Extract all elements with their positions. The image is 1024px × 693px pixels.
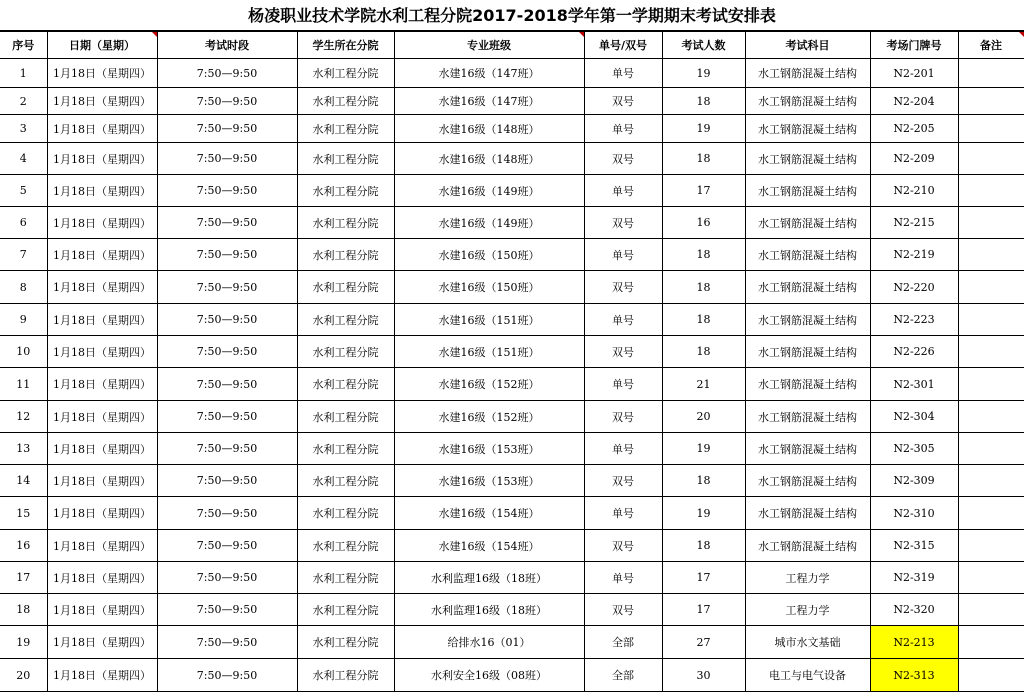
cell-subject[interactable]: 工程力学 [745,562,870,594]
cell-subject[interactable]: 水工钢筋混凝土结构 [745,115,870,143]
table-row [0,59,1024,88]
cell-college[interactable]: 水利工程分院 [297,175,394,207]
col-header-room[interactable]: 考场门牌号 [870,32,958,59]
cell-college[interactable]: 水利工程分院 [297,433,394,465]
table-body [0,59,1024,692]
cell-room[interactable]: N2-219 [870,239,958,271]
cell-room[interactable]: N2-204 [870,88,958,115]
cell-no[interactable]: 15 [0,497,47,530]
cell-room[interactable]: N2-304 [870,401,958,433]
cell-class[interactable]: 给排水16（01） [394,626,584,659]
cell-class[interactable]: 水建16级（150班） [394,271,584,304]
cell-subject[interactable]: 水工钢筋混凝土结构 [745,59,870,88]
cell-college[interactable]: 水利工程分院 [297,659,394,692]
col-header-time[interactable]: 考试时段 [157,32,297,59]
cell-room[interactable]: N2-310 [870,497,958,530]
cell-subject[interactable]: 水工钢筋混凝土结构 [745,175,870,207]
cell-note[interactable] [958,530,1024,562]
cell-note[interactable] [958,271,1024,304]
cell-parity[interactable]: 单号 [584,239,662,271]
cell-count[interactable]: 30 [662,659,745,692]
cell-class[interactable]: 水建16级（154班） [394,530,584,562]
cell-count[interactable]: 18 [662,530,745,562]
cell-parity[interactable]: 单号 [584,115,662,143]
sheet-title: 杨凌职业技术学院水利工程分院2017-2018学年第一学期期末考试安排表 [0,0,1024,31]
cell-college[interactable]: 水利工程分院 [297,401,394,433]
cell-date[interactable]: 1月18日（星期四） [47,239,157,271]
cell-room[interactable]: N2-209 [870,143,958,175]
cell-time[interactable]: 7:50—9:50 [157,115,297,143]
cell-note[interactable] [958,497,1024,530]
cell-count[interactable]: 17 [662,562,745,594]
cell-parity[interactable]: 单号 [584,368,662,401]
cell-college[interactable]: 水利工程分院 [297,59,394,88]
cell-room[interactable]: N2-301 [870,368,958,401]
cell-class[interactable]: 水建16级（151班） [394,336,584,368]
cell-count[interactable]: 16 [662,207,745,239]
cell-date[interactable]: 1月18日（星期四） [47,59,157,88]
cell-subject[interactable]: 水工钢筋混凝土结构 [745,271,870,304]
cell-note[interactable] [958,562,1024,594]
cell-note[interactable] [958,207,1024,239]
cell-college[interactable]: 水利工程分院 [297,207,394,239]
cell-class[interactable]: 水建16级（152班） [394,401,584,433]
exam-schedule-table [0,31,1024,692]
table-row [0,626,1024,659]
cell-parity[interactable]: 单号 [584,304,662,336]
cell-subject[interactable]: 水工钢筋混凝土结构 [745,239,870,271]
cell-subject[interactable]: 城市水文基础 [745,626,870,659]
cell-date[interactable]: 1月18日（星期四） [47,433,157,465]
cell-date[interactable]: 1月18日（星期四） [47,562,157,594]
table-row [0,175,1024,207]
cell-class[interactable]: 水建16级（150班） [394,239,584,271]
cell-time[interactable]: 7:50—9:50 [157,88,297,115]
table-row [0,659,1024,692]
cell-parity[interactable]: 双号 [584,336,662,368]
cell-count[interactable]: 18 [662,336,745,368]
cell-parity[interactable]: 全部 [584,626,662,659]
cell-no[interactable]: 9 [0,304,47,336]
cell-count[interactable]: 19 [662,497,745,530]
cell-date[interactable]: 1月18日（星期四） [47,497,157,530]
cell-no[interactable]: 14 [0,465,47,497]
cell-no[interactable]: 5 [0,175,47,207]
cell-no[interactable]: 6 [0,207,47,239]
cell-college[interactable]: 水利工程分院 [297,88,394,115]
cell-count[interactable]: 17 [662,594,745,626]
cell-note[interactable] [958,88,1024,115]
header-row [0,32,1024,59]
cell-count[interactable]: 20 [662,401,745,433]
cell-parity[interactable]: 双号 [584,207,662,239]
cell-time[interactable]: 7:50—9:50 [157,659,297,692]
cell-no[interactable]: 13 [0,433,47,465]
cell-room[interactable]: N2-313 [870,659,958,692]
cell-class[interactable]: 水建16级（153班） [394,465,584,497]
cell-time[interactable]: 7:50—9:50 [157,530,297,562]
cell-date[interactable]: 1月18日（星期四） [47,626,157,659]
cell-note[interactable] [958,465,1024,497]
cell-note[interactable] [958,304,1024,336]
cell-subject[interactable]: 水工钢筋混凝土结构 [745,207,870,239]
cell-room[interactable]: N2-220 [870,271,958,304]
table-row [0,433,1024,465]
cell-room[interactable]: N2-223 [870,304,958,336]
cell-college[interactable]: 水利工程分院 [297,562,394,594]
cell-note[interactable] [958,433,1024,465]
cell-room[interactable]: N2-213 [870,626,958,659]
cell-date[interactable]: 1月18日（星期四） [47,175,157,207]
cell-subject[interactable]: 水工钢筋混凝土结构 [745,143,870,175]
cell-no[interactable]: 3 [0,115,47,143]
cell-subject[interactable]: 水工钢筋混凝土结构 [745,401,870,433]
cell-subject[interactable]: 工程力学 [745,594,870,626]
cell-no[interactable]: 7 [0,239,47,271]
cell-subject[interactable]: 水工钢筋混凝土结构 [745,465,870,497]
cell-parity[interactable]: 双号 [584,465,662,497]
cell-college[interactable]: 水利工程分院 [297,271,394,304]
cell-class[interactable]: 水建16级（149班） [394,207,584,239]
cell-no[interactable]: 20 [0,659,47,692]
cell-class[interactable]: 水建16级（153班） [394,433,584,465]
cell-room[interactable]: N2-320 [870,594,958,626]
col-header-class[interactable]: 专业班级 [394,32,584,59]
cell-count[interactable]: 18 [662,304,745,336]
table-row [0,304,1024,336]
cell-date[interactable]: 1月18日（星期四） [47,115,157,143]
cell-parity[interactable]: 全部 [584,659,662,692]
cell-time[interactable]: 7:50—9:50 [157,336,297,368]
table-row [0,530,1024,562]
cell-room[interactable]: N2-319 [870,562,958,594]
cell-room[interactable]: N2-309 [870,465,958,497]
cell-class[interactable]: 水利监理16级（18班） [394,594,584,626]
cell-class[interactable]: 水建16级（148班） [394,143,584,175]
cell-note[interactable] [958,626,1024,659]
cell-no[interactable]: 8 [0,271,47,304]
cell-college[interactable]: 水利工程分院 [297,465,394,497]
cell-date[interactable]: 1月18日（星期四） [47,304,157,336]
cell-college[interactable]: 水利工程分院 [297,497,394,530]
cell-note[interactable] [958,401,1024,433]
cell-date[interactable]: 1月18日（星期四） [47,465,157,497]
cell-class[interactable]: 水建16级（152班） [394,368,584,401]
cell-class[interactable]: 水建16级（154班） [394,497,584,530]
cell-count[interactable]: 18 [662,143,745,175]
table-row [0,497,1024,530]
cell-note[interactable] [958,336,1024,368]
cell-note[interactable] [958,659,1024,692]
cell-date[interactable]: 1月18日（星期四） [47,530,157,562]
cell-count[interactable]: 17 [662,175,745,207]
table-row [0,143,1024,175]
table-row [0,336,1024,368]
cell-note[interactable] [958,368,1024,401]
col-header-note[interactable]: 备注 [958,32,1024,59]
cell-no[interactable]: 17 [0,562,47,594]
cell-no[interactable]: 2 [0,88,47,115]
cell-parity[interactable]: 单号 [584,175,662,207]
cell-time[interactable]: 7:50—9:50 [157,59,297,88]
cell-date[interactable]: 1月18日（星期四） [47,594,157,626]
cell-no[interactable]: 12 [0,401,47,433]
cell-class[interactable]: 水建16级（148班） [394,115,584,143]
table-row [0,239,1024,271]
cell-count[interactable]: 18 [662,88,745,115]
cell-college[interactable]: 水利工程分院 [297,594,394,626]
cell-time[interactable]: 7:50—9:50 [157,239,297,271]
cell-subject[interactable]: 水工钢筋混凝土结构 [745,368,870,401]
cell-time[interactable]: 7:50—9:50 [157,143,297,175]
cell-room[interactable]: N2-305 [870,433,958,465]
cell-time[interactable]: 7:50—9:50 [157,401,297,433]
cell-subject[interactable]: 水工钢筋混凝土结构 [745,304,870,336]
cell-college[interactable]: 水利工程分院 [297,368,394,401]
cell-parity[interactable]: 单号 [584,497,662,530]
col-header-count[interactable]: 考试人数 [662,32,745,59]
cell-subject[interactable]: 水工钢筋混凝土结构 [745,497,870,530]
cell-no[interactable]: 19 [0,626,47,659]
cell-parity[interactable]: 双号 [584,530,662,562]
cell-time[interactable]: 7:50—9:50 [157,465,297,497]
cell-time[interactable]: 7:50—9:50 [157,368,297,401]
cell-time[interactable]: 7:50—9:50 [157,304,297,336]
cell-room[interactable]: N2-315 [870,530,958,562]
cell-date[interactable]: 1月18日（星期四） [47,88,157,115]
cell-count[interactable]: 18 [662,465,745,497]
cell-date[interactable]: 1月18日（星期四） [47,271,157,304]
cell-no[interactable]: 11 [0,368,47,401]
table-row [0,368,1024,401]
cell-no[interactable]: 16 [0,530,47,562]
cell-class[interactable]: 水建16级（147班） [394,59,584,88]
cell-class[interactable]: 水建16级（147班） [394,88,584,115]
cell-date[interactable]: 1月18日（星期四） [47,336,157,368]
cell-room[interactable]: N2-201 [870,59,958,88]
cell-time[interactable]: 7:50—9:50 [157,175,297,207]
table-row [0,88,1024,115]
cell-count[interactable]: 21 [662,368,745,401]
cell-count[interactable]: 19 [662,115,745,143]
cell-class[interactable]: 水利监理16级（18班） [394,562,584,594]
cell-parity[interactable]: 单号 [584,562,662,594]
cell-time[interactable]: 7:50—9:50 [157,626,297,659]
cell-college[interactable]: 水利工程分院 [297,143,394,175]
cell-no[interactable]: 4 [0,143,47,175]
cell-time[interactable]: 7:50—9:50 [157,433,297,465]
cell-note[interactable] [958,115,1024,143]
cell-college[interactable]: 水利工程分院 [297,115,394,143]
cell-parity[interactable]: 双号 [584,143,662,175]
cell-date[interactable]: 1月18日（星期四） [47,368,157,401]
cell-note[interactable] [958,143,1024,175]
cell-time[interactable]: 7:50—9:50 [157,562,297,594]
cell-time[interactable]: 7:50—9:50 [157,594,297,626]
table-row [0,271,1024,304]
cell-date[interactable]: 1月18日（星期四） [47,143,157,175]
cell-college[interactable]: 水利工程分院 [297,530,394,562]
cell-time[interactable]: 7:50—9:50 [157,207,297,239]
cell-room[interactable]: N2-226 [870,336,958,368]
cell-date[interactable]: 1月18日（星期四） [47,401,157,433]
cell-class[interactable]: 水利安全16级（08班） [394,659,584,692]
cell-college[interactable]: 水利工程分院 [297,626,394,659]
cell-time[interactable]: 7:50—9:50 [157,497,297,530]
cell-room[interactable]: N2-210 [870,175,958,207]
col-header-no[interactable]: 序号 [0,32,47,59]
cell-count[interactable]: 18 [662,271,745,304]
cell-no[interactable]: 1 [0,59,47,88]
col-header-college[interactable]: 学生所在分院 [297,32,394,59]
cell-college[interactable]: 水利工程分院 [297,239,394,271]
table-row [0,115,1024,143]
cell-no[interactable]: 18 [0,594,47,626]
cell-note[interactable] [958,175,1024,207]
cell-subject[interactable]: 电工与电气设备 [745,659,870,692]
col-header-date[interactable]: 日期（星期） [47,32,157,59]
cell-parity[interactable]: 双号 [584,594,662,626]
cell-note[interactable] [958,59,1024,88]
table-row [0,401,1024,433]
cell-college[interactable]: 水利工程分院 [297,304,394,336]
cell-count[interactable]: 27 [662,626,745,659]
cell-parity[interactable]: 双号 [584,271,662,304]
cell-room[interactable]: N2-205 [870,115,958,143]
cell-parity[interactable]: 单号 [584,433,662,465]
col-header-subject[interactable]: 考试科目 [745,32,870,59]
table-row [0,465,1024,497]
cell-parity[interactable]: 单号 [584,59,662,88]
cell-count[interactable]: 19 [662,59,745,88]
cell-date[interactable]: 1月18日（星期四） [47,207,157,239]
cell-parity[interactable]: 双号 [584,401,662,433]
cell-class[interactable]: 水建16级（151班） [394,304,584,336]
table-row [0,207,1024,239]
cell-count[interactable]: 18 [662,239,745,271]
cell-room[interactable]: N2-215 [870,207,958,239]
cell-college[interactable]: 水利工程分院 [297,336,394,368]
cell-class[interactable]: 水建16级（149班） [394,175,584,207]
cell-parity[interactable]: 双号 [584,88,662,115]
cell-subject[interactable]: 水工钢筋混凝土结构 [745,433,870,465]
cell-note[interactable] [958,594,1024,626]
cell-time[interactable]: 7:50—9:50 [157,271,297,304]
table-row [0,562,1024,594]
cell-count[interactable]: 19 [662,433,745,465]
cell-note[interactable] [958,239,1024,271]
cell-no[interactable]: 10 [0,336,47,368]
cell-subject[interactable]: 水工钢筋混凝土结构 [745,530,870,562]
table-row [0,594,1024,626]
col-header-parity[interactable]: 单号/双号 [584,32,662,59]
cell-date[interactable]: 1月18日（星期四） [47,659,157,692]
cell-subject[interactable]: 水工钢筋混凝土结构 [745,88,870,115]
cell-subject[interactable]: 水工钢筋混凝土结构 [745,336,870,368]
